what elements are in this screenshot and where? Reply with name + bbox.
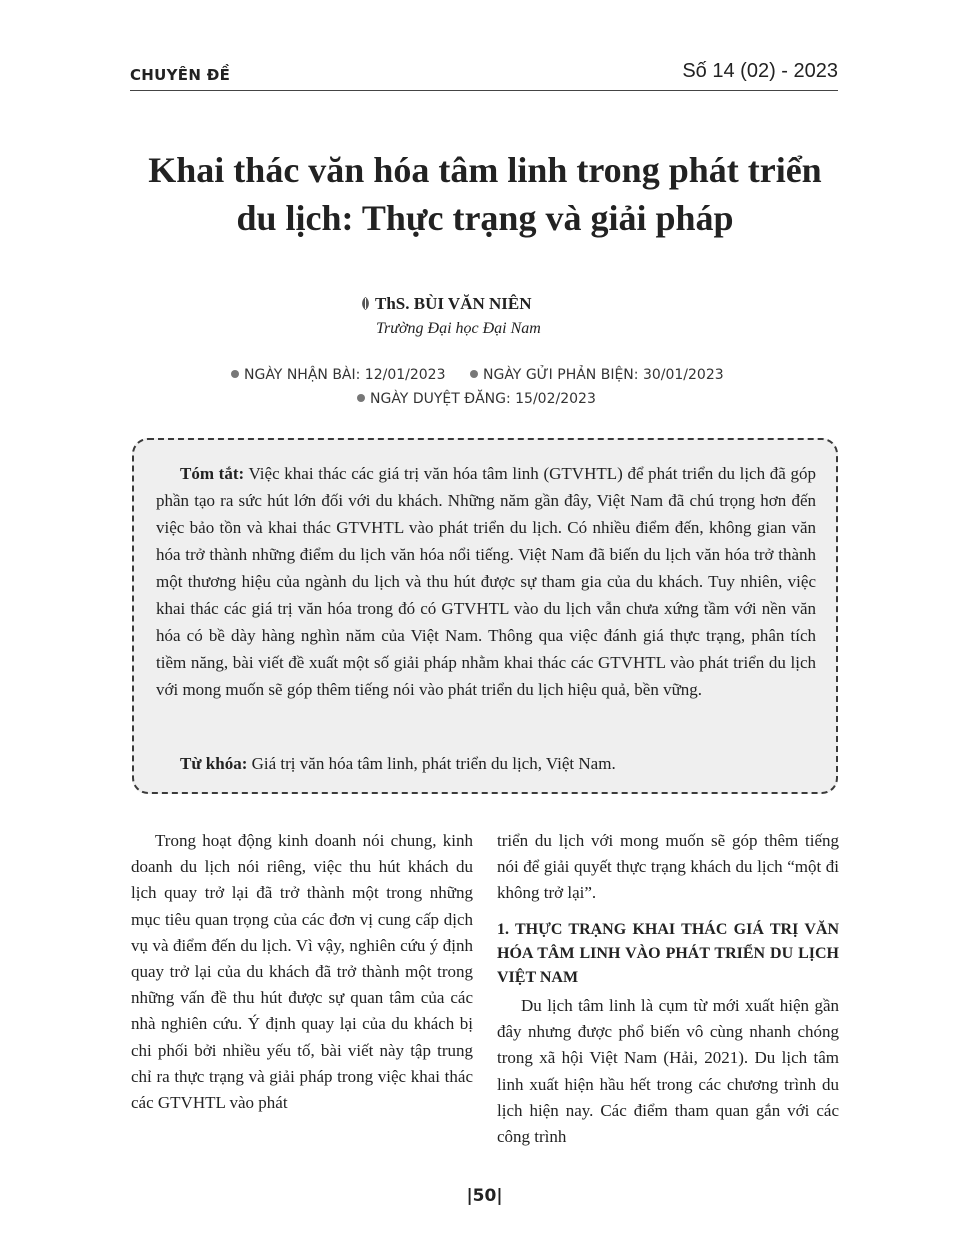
abstract bbox=[156, 460, 816, 703]
bullet-icon bbox=[470, 370, 478, 378]
abstract-label: Tóm tắt: bbox=[180, 464, 245, 483]
date-accepted: NGÀY DUYỆT ĐĂNG: 15/02/2023 bbox=[357, 391, 596, 407]
author-name: ThS. BÙI VĂN NIÊN bbox=[375, 294, 532, 313]
section-label: CHUYÊN ĐỀ bbox=[130, 66, 231, 84]
abstract-box bbox=[132, 438, 838, 794]
body-right-paragraph-1: triển du lịch với mong muốn sẽ góp thêm tiếng nói để giải quyết thực trạng khách du lịch “một đi không trở lại”. bbox=[497, 831, 839, 903]
body-right-paragraph-2: Du lịch tâm linh là cụm từ mới xuất hiện gần đây nhưng được phổ biến vô cùng nhanh chóng trong xã hội Việt Nam (Hải, 2021). Du lịch tâm linh xuất hiện hầu hết trong các chương trình du lịch hiện nay. Các điểm tham quan gắn với các công trình bbox=[497, 996, 839, 1147]
title-line-2: du lịch: Thực trạng và giải pháp bbox=[236, 198, 734, 238]
date-sent-review: NGÀY GỬI PHẢN BIỆN: 30/01/2023 bbox=[470, 367, 724, 383]
page-number: |50| bbox=[466, 1186, 503, 1206]
article-title bbox=[100, 146, 870, 242]
keywords-text: Giá trị văn hóa tâm linh, phát triển du lịch, Việt Nam. bbox=[251, 754, 616, 773]
keywords-label: Từ khóa: bbox=[180, 754, 248, 773]
abstract-text: Việc khai thác các giá trị văn hóa tâm linh (GTVHTL) để phát triển du lịch đã góp phần tạo ra sức hút lớn đối với du khách. Những năm gần đây, Việt Nam đã chú trọng hơn đến việc bảo tồn và khai thác GTVHTL vào phát triển du lịch. Có nhiều điểm đến, không gian văn hóa trở thành những điểm du lịch văn hóa nổi tiếng. Việt Nam đã biến du lịch văn hóa trở thành một thương hiệu của ngành du lịch và thu hút được sự tham gia của du khách. Tuy nhiên, việc khai thác các giá trị văn hóa trong đó có GTVHTL vào du lịch vẫn chưa xứng tầm với nền văn hóa có bề dày hàng nghìn năm của Việt Nam. Thông qua việc đánh giá thực trạng, phân tích tiềm năng, bài viết đề xuất một số giải pháp nhằm khai thác các GTVHTL vào phát triển du lịch với mong muốn sẽ góp thêm tiếng nói vào phát triển du lịch hiệu quả, bền vững. bbox=[156, 464, 816, 699]
page-header bbox=[130, 58, 838, 91]
date-received: NGÀY NHẬN BÀI: 12/01/2023 bbox=[231, 367, 445, 383]
title-line-1: Khai thác văn hóa tâm linh trong phát triển bbox=[148, 150, 822, 190]
bullet-icon bbox=[357, 394, 365, 402]
body-left-paragraph: Trong hoạt động kinh doanh nói chung, kinh doanh du lịch nói riêng, việc thu hút khách du lịch quay trở lại đã trở thành một trong những mục tiêu quan trọng của các đơn vị cung cấp dịch vụ và điểm đến du lịch. Vì vậy, nghiên cứu ý định quay trở lại của du khách đã trở thành một trong những vấn đề thu hút được sự quan tâm của các nhà nghiên cứu. Ý định quay lại của du khách bị chi phối bởi nhiều yếu tố, bài viết này tập trung chỉ ra thực trạng và giải pháp trong việc khai thác các GTVHTL vào phát bbox=[131, 831, 473, 1113]
keywords bbox=[180, 750, 816, 777]
section-heading: 1. THỰC TRẠNG KHAI THÁC GIÁ TRỊ VĂN HÓA TÂM LINH VÀO PHÁT TRIỂN DU LỊCH VIỆT NAM bbox=[497, 921, 839, 986]
leaf-icon bbox=[359, 296, 372, 316]
bullet-icon bbox=[231, 370, 239, 378]
issue-number: Số 14 (02) - 2023 bbox=[682, 60, 838, 82]
author bbox=[359, 294, 532, 316]
affiliation: Trường Đại học Đại Nam bbox=[376, 320, 541, 337]
